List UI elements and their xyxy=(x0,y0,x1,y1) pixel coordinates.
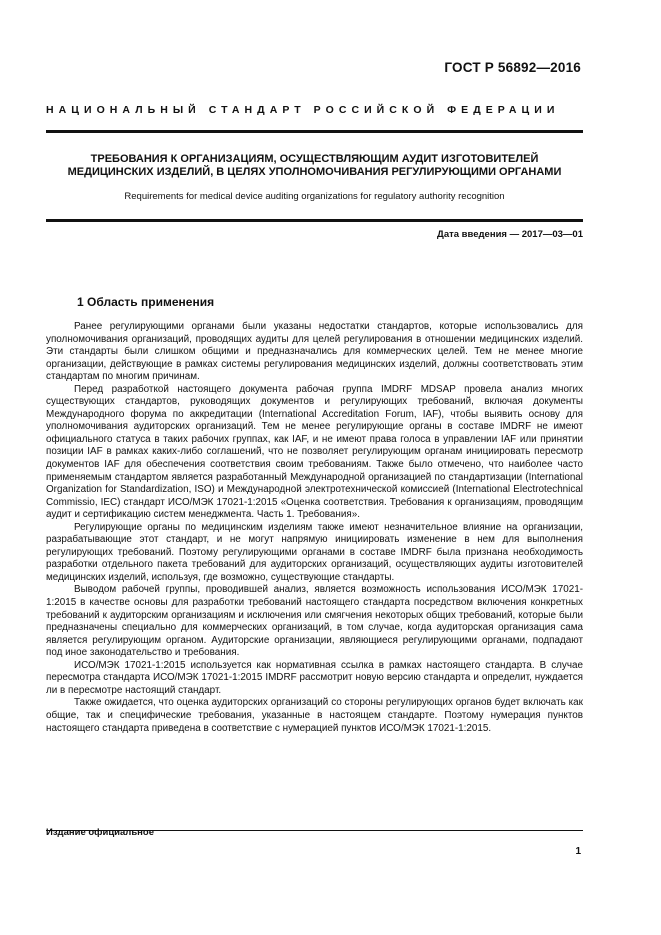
document-title-line-2: МЕДИЦИНСКИХ ИЗДЕЛИЙ, В ЦЕЛЯХ УПОЛНОМОЧИВАНИЯ РЕГУЛИРУЮЩИМИ ОРГАНАМИ xyxy=(67,166,562,178)
paragraph: Регулирующие органы по медицинским изделиям также имеют незначительное влияние на организации, разрабатывающие этот стандарт, и не могут напрямую инициировать изменение в нем для выполнения регулирующих требований. Поэтому регулирующими органами в составе IMDRF была признана необходимость разработки отдельного пакета требований для аудиторских организаций, осуществляющих аудиты изготовителей медицинских изделий, используя, где возможно, существующие стандарты. xyxy=(46,521,583,583)
paragraph: Выводом рабочей группы, проводившей анализ, является возможность использования ИСО/МЭК 17021-1:2015 в качестве основы для разработки требований настоящего стандарта посредством включения конкретных требований к аудиторским организациям и исключения или смягчения некоторых общих требований, которые были предназначены специально для коммерческих организаций, в том случае, когда аудиторская организация сама является регулирующим органом. Аудиторские организации, являющиеся регулирующими органами, подпадают под иное законодательство и требования. xyxy=(46,584,583,659)
paragraph: Перед разработкой настоящего документа рабочая группа IMDRF MDSAP провела анализ многих существующих стандартов, руководящих документов и регулирующих требований, включая документы Международного форума по аккредитации (International Accreditation Forum, IAF), чтобы выявить основу для уполномочивания аудиторских организаций. Тем не менее регулирующие органы в составе IMDRF не имеют официального статуса в таких рабочих группах, как IAF, и не имеют права голоса в управлении IAF или принятии позиции IAF в рамках каких-либо соглашений, что не позволяет регулирующим органам инициировать пересмотр документов IAF для обеспечения соответствия своим требованиям. Также было отмечено, что наиболее часто применяемым стандартом является разработанный Международной организацией по стандартизации (International Organization for Standardization, ISO) и Международной электротехнической комиссией (International Electrotechnical Commissio, IEC) стандарт ИСО/МЭК 17021-1:2015 «Оценка соответствия. Требования к организациям, проводящим аудит и сертификацию систем менеджмента. Часть 1. Требования». xyxy=(46,383,583,521)
document-number: ГОСТ Р 56892—2016 xyxy=(444,60,581,75)
section-heading: 1 Область применения xyxy=(77,295,215,309)
page-number: 1 xyxy=(575,846,581,857)
document-title-line-1: ТРЕБОВАНИЯ К ОРГАНИЗАЦИЯМ, ОСУЩЕСТВЛЯЮЩИМ АУДИТ ИЗГОТОВИТЕЛЕЙ xyxy=(90,153,539,165)
paragraph: ИСО/МЭК 17021-1:2015 используется как нормативная ссылка в рамках настоящего стандарта. В случае пересмотра стандарта ИСО/МЭК 17021-1:2015 IMDRF рассмотрит новую версию стандарта и определит, нуждается ли в пересмотре настоящий стандарт. xyxy=(46,659,583,696)
edition-note: Издание официальное xyxy=(46,827,154,838)
title-divider xyxy=(46,219,583,222)
top-divider xyxy=(46,130,583,133)
paragraph: Также ожидается, что оценка аудиторских организаций со стороны регулирующих органов будет включать как общие, так и специфические требования, указанные в настоящем стандарте. Поэтому нумерация пунктов настоящего стандарта приведена в соответствие с нумерацией пунктов ИСО/МЭК 17021-1:2015. xyxy=(46,697,583,734)
paragraph: Ранее регулирующими органами были указаны недостатки стандартов, которые использовались для уполномочивания организаций, проводящих аудиты для целей регулирования в отношении медицинских изделий. Эти стандарты были слишком общими и предназначались для коммерческих целей. Тем не менее многие организации, действующие в рамках системы регулирования медицинских изделий, должны соответствовать этим стандартам по многим причинам. xyxy=(46,321,583,383)
standard-type-heading: НАЦИОНАЛЬНЫЙ СТАНДАРТ РОССИЙСКОЙ ФЕДЕРАЦИИ xyxy=(46,104,560,116)
introduction-date: Дата введения — 2017—03—01 xyxy=(437,229,583,240)
section-body xyxy=(46,321,583,735)
english-title: Requirements for medical device auditing organizations for regulatory authority recognition xyxy=(124,191,505,202)
document-title xyxy=(46,153,583,179)
